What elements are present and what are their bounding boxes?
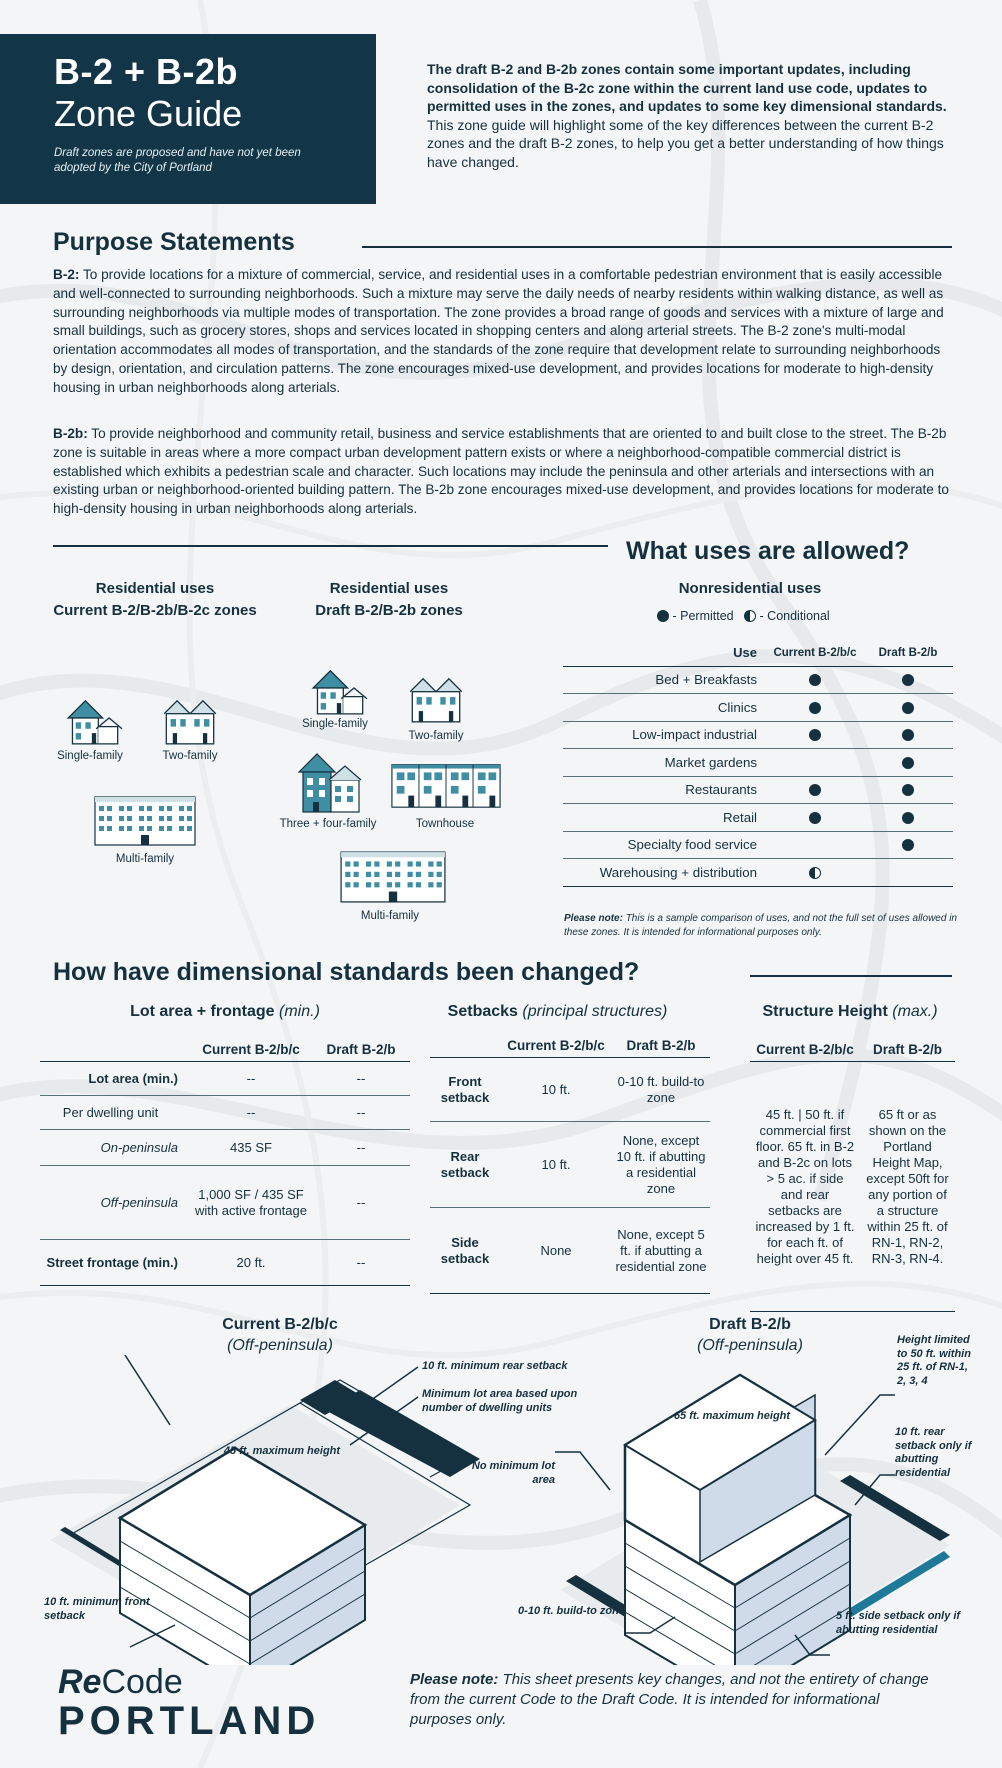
table-row [563, 831, 953, 859]
res-draft-h2: Draft B-2/B-2b zones [315, 602, 463, 619]
header-note: Draft zones are proposed and have not yet been adopted by the City of Portland [54, 147, 301, 174]
dimensional-heading: How have dimensional standards been changed? [53, 958, 640, 986]
height-table [750, 1038, 955, 1312]
use-name: Bed + Breakfasts [563, 666, 767, 694]
diagram-current-sub: (Off-peninsula) [227, 1337, 333, 1354]
footer-note-bold: Please note: [410, 1671, 499, 1688]
diagram-current-title: Current B-2/b/c [222, 1316, 338, 1333]
table-row [563, 749, 953, 777]
recode-portland-logo [58, 1664, 320, 1742]
logo-portland: PORTLAND [58, 1699, 321, 1743]
current-building-label-1: Single-family [57, 750, 123, 762]
current-callout-rear: 10 ft. minimum rear setback [422, 1360, 568, 1372]
permitted-dot-icon [902, 729, 914, 741]
setback-row-draft: None, except 10 ft. if abutting a residential zone [612, 1122, 710, 1208]
use-draft-status [863, 804, 953, 832]
three-four-family-icon [288, 750, 370, 814]
diagram-draft-sub: (Off-peninsula) [697, 1337, 803, 1354]
use-name: Retail [563, 804, 767, 832]
lot-row-draft: -- [312, 1166, 410, 1240]
draft-multi-family-icon [338, 850, 448, 904]
setbacks-table-header [430, 1034, 710, 1058]
logo-re: Re [58, 1663, 102, 1701]
setback-row-current: None [500, 1208, 612, 1294]
use-current-status [767, 666, 863, 694]
draft-height-label: 65 ft. maximum height [673, 1410, 791, 1422]
res-current-h1: Residential uses [95, 580, 215, 597]
use-name: Warehousing + distribution [563, 859, 767, 887]
use-draft-status [863, 859, 953, 887]
lot-row-label: Lot area (min.) [40, 1062, 190, 1096]
use-current-status [767, 721, 863, 749]
table-row [430, 1208, 710, 1294]
purpose-b2b-label: B-2b: [53, 426, 88, 441]
dimensional-rule [750, 975, 952, 977]
draft-callout-height: Height limited to 50 ft. within 25 ft. of RN-1, 2, 3, 4 [897, 1334, 971, 1387]
intro-text: This zone guide will highlight some of the key differences between the current B-2 zones and the draft B-2 zones, to help you get a better understanding of how things have changed. [427, 116, 944, 170]
use-name: Restaurants [563, 776, 767, 804]
purpose-b2b-text: To provide neighborhood and community retail, business and service establishments that are oriented to and built close to the street. The B-2b zone is suitable in areas where a more compact urban development pattern exists or where a neighborhood-compatible commercial district is established which exhibits a pedestrian scale and character. Such locations may include the peninsula and other arterials and intersections with an existing urban or neighborhood-oriented building pattern. The B-2b zone encourages mixed-use development, and provides locations for moderate to high-density housing in urban neighborhoods along arterials. [53, 426, 949, 517]
table-row [40, 1240, 410, 1286]
setback-row-label: Side setback [430, 1208, 500, 1294]
use-current-status [767, 859, 863, 887]
footer-note [410, 1670, 930, 1730]
conditional-halfdot-icon [744, 610, 756, 622]
use-draft-status [863, 776, 953, 804]
lot-qualifier: (min.) [279, 1003, 320, 1020]
lot-row-current: 1,000 SF / 435 SF with active frontage [190, 1166, 312, 1240]
lot-col-draft: Draft B-2/b [312, 1038, 410, 1062]
uses-legend [657, 609, 830, 623]
lot-row-draft: -- [312, 1062, 410, 1096]
res-current-heading [40, 578, 270, 622]
lot-row-label: On-peninsula [40, 1130, 190, 1166]
purpose-b2-label: B-2: [53, 267, 80, 282]
diagram-draft-heading [650, 1314, 850, 1356]
lot-heading [40, 1003, 410, 1021]
setback-row-draft: None, except 5 ft. if abutting a residential zone [612, 1208, 710, 1294]
res-draft-h1: Residential uses [329, 580, 449, 597]
draft-callout-build: 0-10 ft. build-to zone [518, 1605, 625, 1617]
draft-building-label-4: Townhouse [415, 818, 475, 830]
lot-row-current: -- [190, 1096, 312, 1130]
use-name: Low-impact industrial [563, 721, 767, 749]
setbacks-table [430, 1034, 710, 1294]
uses-rule [53, 545, 608, 547]
table-row [563, 666, 953, 694]
table-row [40, 1096, 410, 1130]
table-row [430, 1058, 710, 1122]
townhouse-icon [390, 758, 502, 810]
logo-code: Code [101, 1663, 183, 1701]
permitted-dot-icon [902, 784, 914, 796]
lot-table [40, 1038, 410, 1286]
logo-recode [58, 1664, 320, 1700]
setbacks-qualifier: (principal structures) [522, 1003, 668, 1020]
lot-title: Lot area + frontage [130, 1003, 275, 1020]
draft-two-family-icon [400, 668, 472, 724]
use-draft-status [863, 666, 953, 694]
lot-col-blank [40, 1038, 190, 1062]
lot-row-label: Per dwelling unit [40, 1096, 190, 1130]
lot-row-current: 435 SF [190, 1130, 312, 1166]
draft-single-family-icon [300, 660, 378, 716]
page-subtitle: Zone Guide [54, 93, 243, 134]
draft-callout-rear: 10 ft. rear setback only if abutting residential [895, 1426, 972, 1479]
setback-row-current: 10 ft. [500, 1058, 612, 1122]
height-qualifier: (max.) [892, 1003, 938, 1020]
current-building-label-2: Two-family [162, 750, 218, 762]
purpose-heading: Purpose Statements [53, 228, 295, 256]
current-callout-lot: Minimum lot area based upon number of dwelling units [422, 1388, 578, 1414]
current-building-label-3: Multi-family [115, 853, 175, 865]
table-row [40, 1062, 410, 1096]
uses-col-current: Current B-2/b/c [767, 640, 863, 666]
setback-row-current: 10 ft. [500, 1122, 612, 1208]
permitted-dot-icon [809, 729, 821, 741]
res-draft-heading [279, 578, 499, 622]
use-name: Market gardens [563, 749, 767, 777]
lot-table-header [40, 1038, 410, 1062]
setbacks-title: Setbacks [447, 1003, 518, 1020]
diagram-current-heading [170, 1314, 390, 1356]
permitted-dot-icon [809, 812, 821, 824]
permitted-dot-icon [809, 784, 821, 796]
height-heading [750, 1003, 950, 1021]
uses-table-header [563, 640, 953, 666]
uses-note-text: This is a sample comparison of uses, and not the full set of uses allowed in these zones. It is intended for informational purposes only. [564, 913, 957, 938]
lot-row-draft: -- [312, 1096, 410, 1130]
footer-note-text: This sheet presents key changes, and not the entirety of change from the current Code to the Draft Code. It is intended for informational purposes only. [410, 1671, 929, 1728]
res-current-h2: Current B-2/B-2b/B-2c zones [53, 602, 257, 619]
table-row [40, 1166, 410, 1240]
permitted-dot-icon [809, 702, 821, 714]
purpose-rule [362, 246, 952, 248]
lot-row-label: Off-peninsula [40, 1166, 190, 1240]
uses-note [564, 912, 964, 940]
single-family-icon [56, 690, 132, 746]
setback-row-label: Rear setback [430, 1122, 500, 1208]
use-current-status [767, 694, 863, 722]
multi-family-icon [92, 795, 198, 847]
permitted-dot-icon [809, 674, 821, 686]
use-current-status [767, 776, 863, 804]
table-row [563, 721, 953, 749]
lot-row-current: -- [190, 1062, 312, 1096]
lot-col-current: Current B-2/b/c [190, 1038, 312, 1062]
table-row [750, 1062, 955, 1312]
setback-row-draft: 0-10 ft. build-to zone [612, 1058, 710, 1122]
draft-callout-side: 5 ft. side setback only if abutting residential [836, 1610, 961, 1636]
header-block [0, 34, 376, 204]
purpose-b2-text: To provide locations for a mixture of commercial, service, and residential uses in a comfortable pedestrian environment that is easily accessible and well-connected to surrounding neighborhoods. Such a mixture may serve the daily needs of nearby residents within walking distance, as well as surrounding neighborhoods via multiple modes of transportation. The zone provides a broad range of goods and services with a mixture of large and small buildings, such as grocery stores, shops and services located in shopping centers and along arterial streets. The B-2 zone's multi-modal orientation accommodates all modes of transportation, and the standards of the zone require that development relate to surrounding neighborhoods by design, orientation, and circulation patterns. The zone encourages mixed-use development, and provides locations for moderate to high-density housing in urban neighborhoods along arterials. [53, 267, 944, 395]
legend-conditional: - Conditional [759, 609, 830, 623]
uses-col-draft: Draft B-2/b [863, 640, 953, 666]
setbacks-col-blank [430, 1034, 500, 1058]
height-table-header [750, 1038, 955, 1062]
uses-note-bold: Please note: [564, 913, 623, 924]
page-title: B-2 + B-2b [54, 51, 239, 92]
current-height-label: 45 ft. maximum height [223, 1445, 341, 1457]
use-draft-status [863, 749, 953, 777]
intro-paragraph [427, 60, 947, 171]
uses-heading: What uses are allowed? [626, 537, 910, 565]
uses-col-use: Use [563, 640, 767, 666]
current-callout-front: 10 ft. minimum front setback [44, 1596, 150, 1622]
height-current: 45 ft. | 50 ft. if commercial first floor. 65 ft. in B-2 and B-2c on lots > 5 ac. if side and rear setbacks are increased by 1 ft. for each ft. of height over 45 ft. [750, 1062, 860, 1312]
use-current-status [767, 749, 863, 777]
permitted-dot-icon [902, 812, 914, 824]
setbacks-col-current: Current B-2/b/c [500, 1034, 612, 1058]
permitted-dot-icon [657, 610, 669, 622]
draft-building-label-5: Multi-family [360, 910, 420, 922]
permitted-dot-icon [902, 702, 914, 714]
setbacks-col-draft: Draft B-2/b [612, 1034, 710, 1058]
setbacks-heading [430, 1003, 685, 1021]
conditional-halfdot-icon [809, 867, 821, 879]
height-col-draft: Draft B-2/b [860, 1038, 955, 1062]
two-family-icon [154, 690, 226, 746]
table-row [40, 1130, 410, 1166]
table-row [563, 804, 953, 832]
table-row [563, 859, 953, 887]
permitted-dot-icon [902, 757, 914, 769]
height-draft: 65 ft or as shown on the Portland Height Map, except 50ft for any portion of a structure within 25 ft. of RN-1, RN-2, RN-3, RN-4. [860, 1062, 955, 1312]
draft-building-label-1: Single-family [302, 718, 368, 730]
intro-bold: The draft B-2 and B-2b zones contain some important updates, including consolidation of the B-2c zone within the current land use code, updates to permitted uses in the zones, and updates to some key dimensional standards. [427, 61, 947, 114]
lot-row-label: Street frontage (min.) [40, 1240, 190, 1286]
draft-building-label-2: Two-family [408, 730, 464, 742]
draft-callout-lot: No minimum lot area [471, 1460, 555, 1486]
permitted-dot-icon [902, 839, 914, 851]
diagram-draft-title: Draft B-2/b [709, 1316, 791, 1333]
use-draft-status [863, 831, 953, 859]
use-name: Clinics [563, 694, 767, 722]
permitted-dot-icon [902, 674, 914, 686]
uses-table [563, 640, 953, 887]
height-col-current: Current B-2/b/c [750, 1038, 860, 1062]
purpose-b2 [53, 266, 950, 398]
height-title: Structure Height [762, 1003, 888, 1020]
legend-permitted: - Permitted [672, 609, 734, 623]
purpose-b2b [53, 425, 950, 519]
table-row [430, 1122, 710, 1208]
use-name: Specialty food service [563, 831, 767, 859]
use-current-status [767, 804, 863, 832]
table-row [563, 776, 953, 804]
nonres-heading: Nonresidential uses [678, 580, 822, 597]
use-current-status [767, 831, 863, 859]
use-draft-status [863, 721, 953, 749]
lot-row-draft: -- [312, 1240, 410, 1286]
use-draft-status [863, 694, 953, 722]
draft-building-label-3: Three + four-family [279, 818, 377, 830]
table-row [563, 694, 953, 722]
lot-row-draft: -- [312, 1130, 410, 1166]
setback-row-label: Front setback [430, 1058, 500, 1122]
lot-row-current: 20 ft. [190, 1240, 312, 1286]
